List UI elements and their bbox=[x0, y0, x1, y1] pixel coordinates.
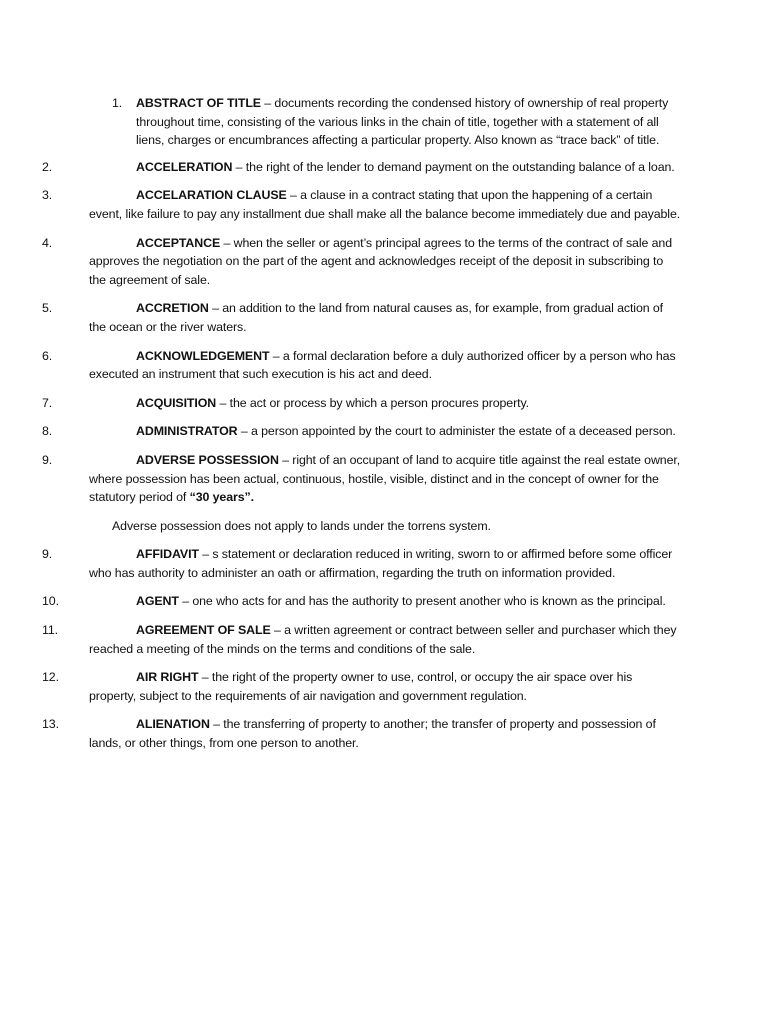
entry-definition: – the act or process by which a person procures property. bbox=[216, 395, 529, 410]
entry-number: 8. bbox=[42, 424, 53, 439]
entry-number: 3. bbox=[42, 188, 53, 203]
glossary-entry-administrator bbox=[42, 422, 681, 441]
glossary-entry-agreement-of-sale bbox=[42, 621, 681, 658]
entry-term: ACCELARATION CLAUSE bbox=[136, 188, 287, 203]
entry-number: 5. bbox=[42, 301, 53, 316]
entry-definition: – one who acts for and has the authority to present another who is known as the principal. bbox=[178, 594, 666, 609]
entry-term: ADVERSE POSSESSION bbox=[136, 452, 279, 467]
adverse-possession-note: Adverse possession does not apply to lands under the torrens system. bbox=[112, 518, 491, 533]
glossary-entry-affidavit bbox=[42, 545, 681, 582]
entry-definition: – an addition to the land from natural causes as, for example, from gradual action of the ocean or the river waters. bbox=[89, 301, 664, 334]
glossary-entry-abstract-of-title bbox=[89, 94, 681, 150]
entry-number: 13. bbox=[42, 717, 59, 732]
entry-number: 2. bbox=[42, 159, 53, 174]
entry-emphasis: “30 years”. bbox=[189, 490, 254, 505]
glossary-entry-agent bbox=[42, 592, 681, 611]
glossary-entry-adverse-possession bbox=[42, 451, 681, 507]
entry-term: ACCELERATION bbox=[136, 159, 233, 174]
entry-term: ACCEPTANCE bbox=[136, 235, 221, 250]
entry-number: 11. bbox=[42, 623, 59, 638]
entry-term: AGENT bbox=[136, 594, 179, 609]
entry-definition: – the right of the property owner to use, control, or occupy the air space over his property, subject to the requirements of air navigation and government regulation. bbox=[89, 670, 633, 703]
entry-definition: – a clause in a contract stating that upon the happening of a certain event, like failure to pay any installment due shall make all the balance become immediately due and payable. bbox=[89, 188, 681, 221]
entry-number: 12. bbox=[42, 670, 59, 685]
entry-number: 9. bbox=[42, 452, 53, 467]
glossary-entry-air-right bbox=[42, 668, 681, 705]
entry-term: AIR RIGHT bbox=[136, 670, 199, 685]
entry-definition: – a written agreement or contract between seller and purchaser which they reached a meeting of the minds on the terms and conditions of the sale. bbox=[89, 623, 677, 656]
entry-definition: – right of an occupant of land to acquire title against the real estate owner, where possession has been actual, continuous, hostile, visible, distinct and in the concept of owner for the statutory period of bbox=[89, 452, 681, 505]
glossary-entry-alienation bbox=[42, 715, 681, 752]
entry-definition: – a person appointed by the court to administer the estate of a deceased person. bbox=[237, 424, 676, 439]
glossary-entry-acceleration-clause bbox=[42, 186, 681, 223]
entry-definition: – the transferring of property to another; the transfer of property and possession of lands, or other things, from one person to another. bbox=[89, 717, 656, 751]
glossary-entry-accretion bbox=[42, 299, 681, 336]
entry-term: ABSTRACT OF TITLE bbox=[136, 96, 261, 110]
entry-term: AGREEMENT OF SALE bbox=[136, 623, 271, 638]
entry-number: 6. bbox=[42, 348, 53, 363]
entry-definition: – the right of the lender to demand payment on the outstanding balance of a loan. bbox=[232, 159, 675, 174]
entry-term: ADMINISTRATOR bbox=[136, 424, 238, 439]
glossary-entry-acquisition bbox=[42, 394, 681, 413]
entry-definition: – s statement or declaration reduced in writing, sworn to or affirmed before some officer who has authority to administer an oath or affirmation, regarding the truth on information provided. bbox=[89, 547, 673, 580]
glossary-list bbox=[42, 94, 681, 763]
entry-term: AFFIDAVIT bbox=[136, 547, 199, 562]
glossary-entry-acceptance bbox=[42, 234, 681, 290]
entry-number: 4. bbox=[42, 235, 53, 250]
entry-definition: – when the seller or agent’s principal agrees to the terms of the contract of sale and approves the negotiation on the part of the agent and acknowledges receipt of the deposit in subscribing to the agreement of sale. bbox=[89, 235, 672, 287]
entry-term: ACCRETION bbox=[136, 301, 209, 316]
entry-term: ACQUISITION bbox=[136, 395, 217, 410]
entry-term: ALIENATION bbox=[136, 717, 210, 732]
glossary-entry-acknowledgement bbox=[42, 347, 681, 384]
glossary-entry-acceleration bbox=[42, 158, 681, 177]
entry-number: 9. bbox=[42, 547, 53, 562]
entry-definition: – documents recording the condensed history of ownership of real property throughout time, consisting of the various links in the chain of title, together with a statement of all liens, charges or encumbrances affecting a particular property. Also known as “trace back” of title. bbox=[136, 96, 669, 148]
entry-term: ACKNOWLEDGEMENT bbox=[136, 348, 270, 363]
entry-number: 1. bbox=[112, 96, 123, 110]
entry-definition: – a formal declaration before a duly authorized officer by a person who has executed an instrument that such execution is his act and deed. bbox=[89, 348, 676, 382]
entry-number: 7. bbox=[42, 395, 53, 410]
entry-number: 10. bbox=[42, 594, 59, 609]
